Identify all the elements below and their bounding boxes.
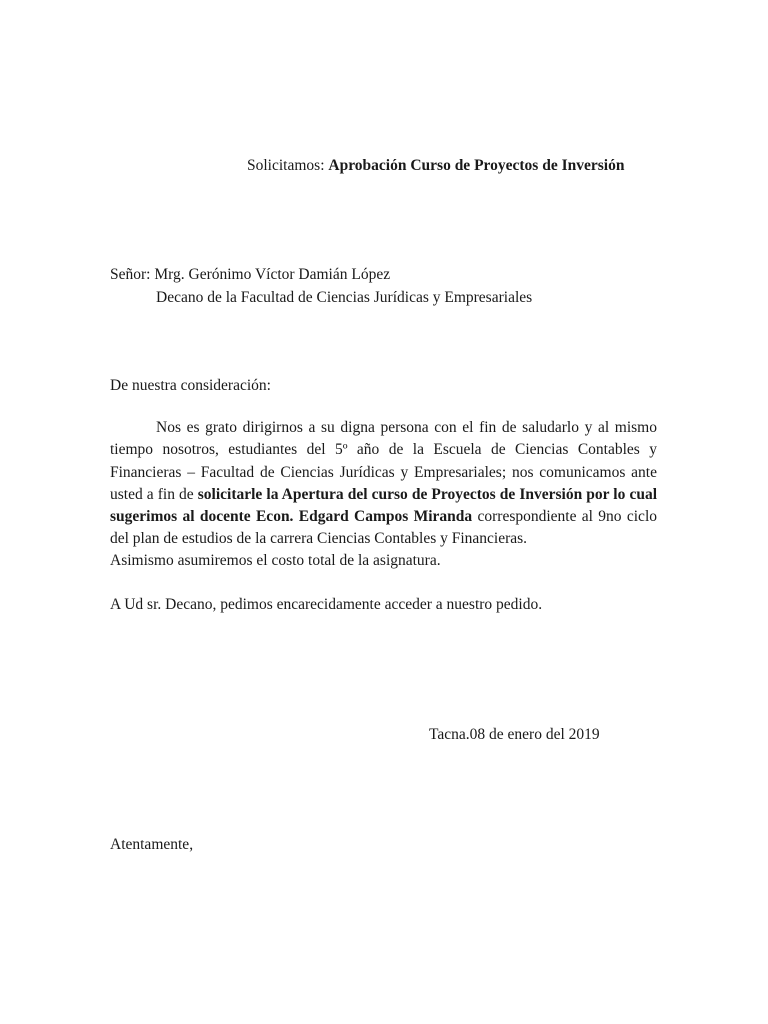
subject-line xyxy=(247,155,624,177)
cost-statement: Asimismo asumiremos el costo total de la asignatura. xyxy=(110,552,441,569)
addressee-name: Señor: Mrg. Gerónimo Víctor Damián López xyxy=(110,266,391,283)
request-line: A Ud sr. Decano, pedimos encarecidamente acceder a nuestro pedido. xyxy=(110,596,543,613)
subject-title: Aprobación Curso de Proyectos de Inversión xyxy=(328,157,625,174)
closing-line: Atentamente, xyxy=(110,836,194,853)
body-text-2: correspondiente al 9no ciclo del plan de estudios de la carrera Ciencias Contables y Financieras. xyxy=(110,508,657,548)
date-line: Tacna.08 de enero del 2019 xyxy=(429,726,600,743)
body-text-1: Nos es grato dirigirnos a su digna persona con el fin de saludarlo y al mismo tiempo nosotros, estudiantes del 5º año de la Escuela de Ciencias Contables y Financieras – Facultad de Ciencias Jurídicas y Empresariales; nos comunicamos ante usted a fin de xyxy=(110,419,657,503)
subject-prefix: Solicitamos: xyxy=(247,157,329,174)
addressee-title: Decano de la Facultad de Ciencias Jurídicas y Empresariales xyxy=(156,289,533,306)
greeting: De nuestra consideración: xyxy=(110,377,271,394)
body-paragraph xyxy=(110,417,657,551)
body-bold-request: solicitarle la Apertura del curso de Proyectos de Inversión por lo cual sugerimos al docente Econ. Edgard Campos Miranda xyxy=(110,485,657,526)
